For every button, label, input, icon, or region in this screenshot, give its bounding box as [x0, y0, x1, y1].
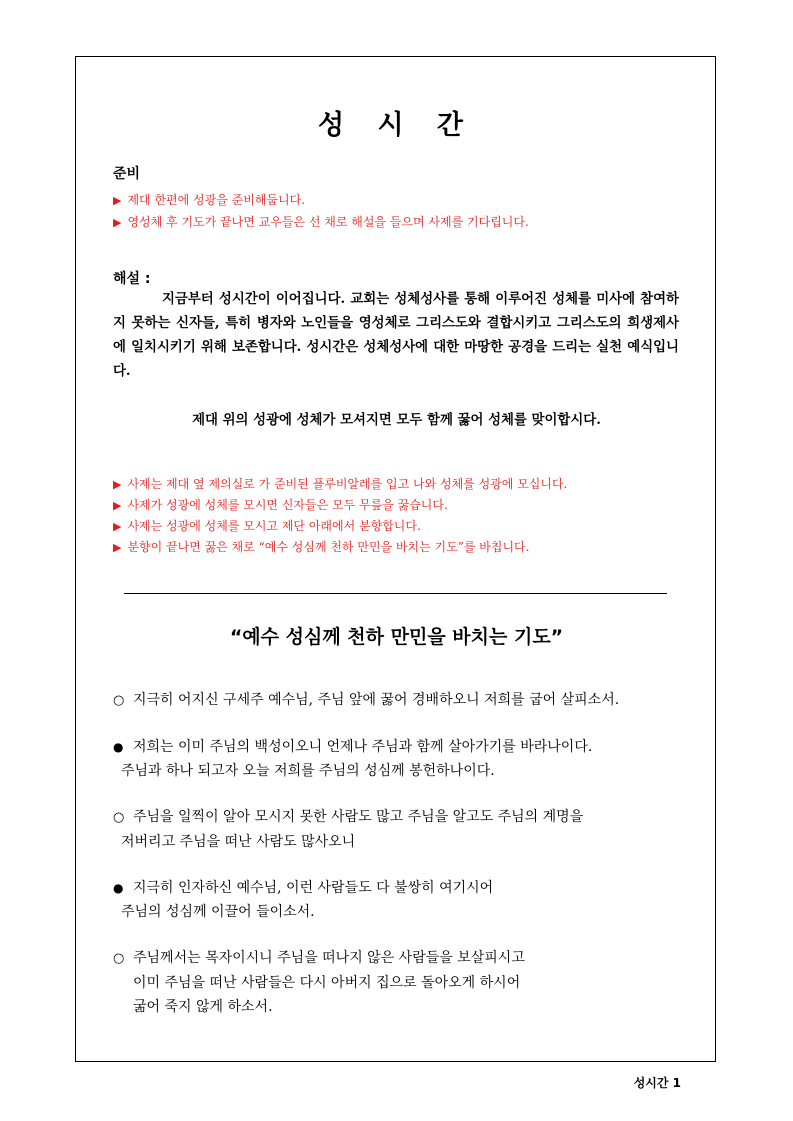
- prep-item-1: ▶ 제대 한편에 성광을 준비해둡니다.: [113, 193, 306, 207]
- prayer-title: “예수 성심께 천하 만민을 바치는 기도”: [229, 626, 564, 648]
- commentary-center-line: 제대 위의 성광에 성체가 모셔지면 모두 함께 꿇어 성체를 맞이합시다.: [192, 412, 601, 428]
- rubric-item-4: ▶ 분향이 끝나면 꿇은 채로 “예수 성심께 천하 만민을 바치는 기도”를 바칩니다.: [113, 540, 530, 554]
- prayer-stanza-2: ● 저희는 이미 주님의 백성이오니 언제나 주님과 함께 살아가기를 바라나이다. 주님과 하나 되고자 오늘 저희를 주님의 성심께 봉헌하나이다.: [113, 735, 683, 783]
- prep-heading: 준비: [113, 166, 141, 182]
- rubric-item-2: ▶ 사제가 성광에 성체를 모시면 신자들은 모두 무릎을 꿇습니다.: [113, 498, 448, 512]
- right-triangle-icon: ▶: [113, 499, 122, 512]
- right-triangle-icon: ▶: [113, 478, 122, 491]
- page-footer: 성시간 1: [633, 1076, 681, 1090]
- right-triangle-icon: ▶: [113, 194, 122, 207]
- prayer-stanza-1: ○ 지극히 어지신 구세주 예수님, 주님 앞에 꿇어 경배하오니 저희를 굽어 살피소서.: [113, 688, 683, 713]
- rubric-item-3: ▶ 사제는 성광에 성체를 모시고 제단 아래에서 분향합니다.: [113, 519, 421, 533]
- rubric-item-1: ▶ 사제는 제대 옆 제의실로 가 준비된 플루비알레를 입고 나와 성체를 성광에 모십니다.: [113, 477, 568, 491]
- section-divider: [124, 593, 667, 594]
- page-title: 성 시 간: [317, 110, 476, 141]
- prayer-stanza-4: ● 지극히 인자하신 예수님, 이런 사람들도 다 불쌍히 여기시어 주님의 성심께 이끌어 들이소서.: [113, 876, 683, 924]
- open-circle-icon: ○: [113, 693, 125, 708]
- prayer-stanza-5: ○ 주님께서는 목자이시니 주님을 떠나지 않은 사람들을 보살피시고 이미 주님을 떠난 사람들은 다시 아버지 집으로 돌아오게 하시어 굶어 죽지 않게 하소서.: [113, 946, 683, 1019]
- right-triangle-icon: ▶: [113, 216, 122, 229]
- commentary-heading: 해설 :: [113, 271, 151, 287]
- filled-circle-icon: ●: [113, 881, 124, 895]
- open-circle-icon: ○: [113, 951, 125, 966]
- prayer-stanza-3: ○ 주님을 일찍이 알아 모시지 못한 사람도 많고 주님을 알고도 주님의 계명을 저버리고 주님을 떠난 사람도 많사오니: [113, 805, 683, 854]
- right-triangle-icon: ▶: [113, 541, 122, 554]
- prep-item-2: ▶ 영성체 후 기도가 끝나면 교우들은 선 채로 해설을 들으며 사제를 기다립니다.: [113, 215, 529, 229]
- open-circle-icon: ○: [113, 810, 125, 825]
- commentary-paragraph: 지금부터 성시간이 이어집니다. 교회는 성체성사를 통해 이루어진 성체를 미사에 참여하지 못하는 신자들, 특히 병자와 노인들을 영성체로 그리스도와 결합시키고 그리스도의 희생제사에 일치시키기 위해 보존합니다. 성시간은 성체성사에 대한 마땅한 공경을 드리는 실천 예식입니다.: [113, 291, 679, 379]
- right-triangle-icon: ▶: [113, 520, 122, 533]
- filled-circle-icon: ●: [113, 740, 124, 754]
